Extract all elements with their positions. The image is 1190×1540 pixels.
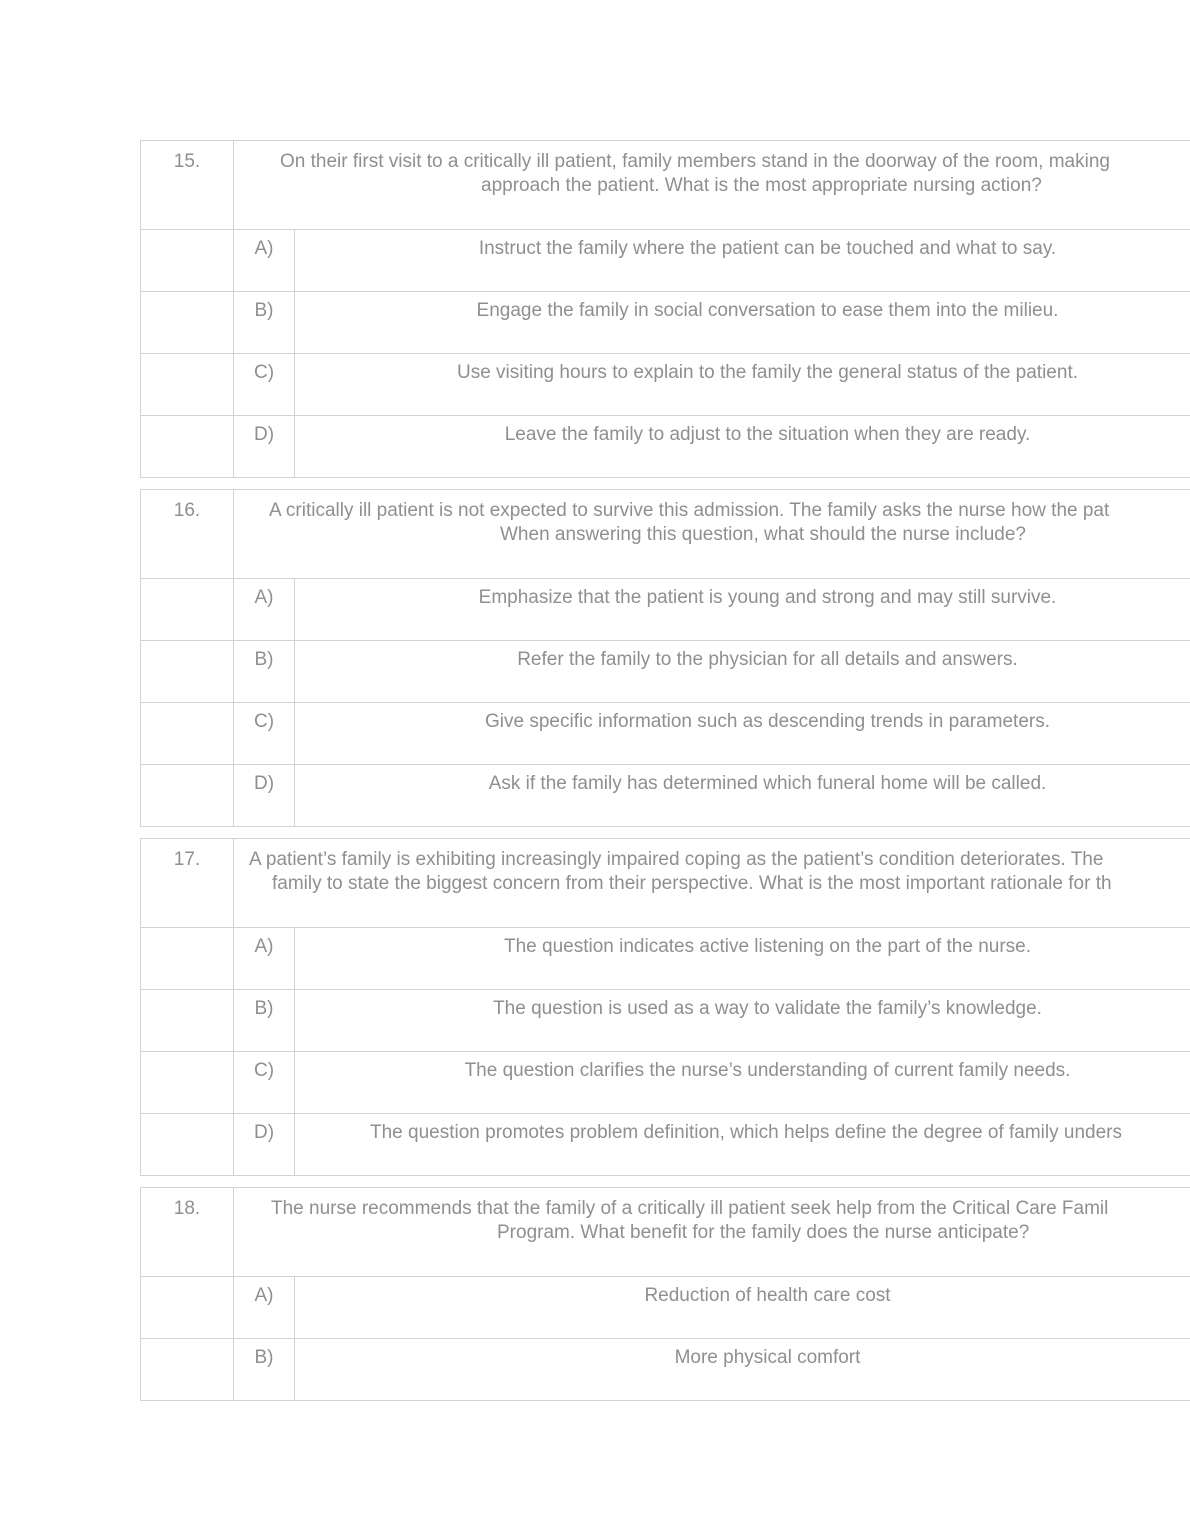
question-stem-line: A critically ill patient is not expected to survive this admission. The family asks the nurse how the pat	[269, 500, 1110, 521]
question-stem	[234, 1188, 1190, 1277]
option-letter: D)	[234, 765, 295, 827]
question-16	[140, 489, 1190, 827]
option-row[interactable]	[141, 928, 1190, 990]
option-row[interactable]	[141, 1114, 1190, 1176]
option-text: More physical comfort	[295, 1339, 1190, 1401]
option-letter: C)	[234, 1052, 295, 1114]
option-row[interactable]	[141, 354, 1190, 416]
option-text: Ask if the family has determined which funeral home will be called.	[295, 765, 1190, 827]
option-text: Refer the family to the physician for all details and answers.	[295, 641, 1190, 703]
question-stem-line: approach the patient. What is the most appropriate nursing action?	[481, 175, 1042, 196]
question-18	[140, 1187, 1190, 1401]
question-17	[140, 838, 1190, 1176]
option-letter: B)	[234, 641, 295, 703]
option-row[interactable]	[141, 1052, 1190, 1114]
option-letter: D)	[234, 1114, 295, 1176]
option-letter: A)	[234, 928, 295, 990]
question-stem	[234, 490, 1190, 579]
option-text: The question is used as a way to validate the family’s knowledge.	[295, 990, 1190, 1052]
question-number: 15.	[141, 141, 234, 230]
option-row[interactable]	[141, 416, 1190, 478]
question-stem-line: The nurse recommends that the family of a critically ill patient seek help from the Critical Care Famil	[271, 1198, 1109, 1219]
option-text: The question clarifies the nurse’s understanding of current family needs.	[295, 1052, 1190, 1114]
option-row[interactable]	[141, 1277, 1190, 1339]
question-stem-line: When answering this question, what should the nurse include?	[500, 524, 1026, 545]
option-row[interactable]	[141, 703, 1190, 765]
option-letter: D)	[234, 416, 295, 478]
option-letter: A)	[234, 579, 295, 641]
option-letter: B)	[234, 990, 295, 1052]
question-stem	[234, 141, 1190, 230]
option-row[interactable]	[141, 292, 1190, 354]
option-letter: B)	[234, 1339, 295, 1401]
option-letter: C)	[234, 354, 295, 416]
option-text: The question indicates active listening on the part of the nurse.	[295, 928, 1190, 990]
option-text: Use visiting hours to explain to the family the general status of the patient.	[295, 354, 1190, 416]
question-number: 16.	[141, 490, 234, 579]
question-stem-line: family to state the biggest concern from their perspective. What is the most important rationale for th	[272, 873, 1112, 894]
option-letter: B)	[234, 292, 295, 354]
option-text: Emphasize that the patient is young and strong and may still survive.	[295, 579, 1190, 641]
option-text: Engage the family in social conversation to ease them into the milieu.	[295, 292, 1190, 354]
option-row[interactable]	[141, 641, 1190, 703]
option-text: Reduction of health care cost	[295, 1277, 1190, 1339]
question-stem-line: On their first visit to a critically ill patient, family members stand in the doorway of the room, making	[280, 151, 1110, 172]
question-number: 18.	[141, 1188, 234, 1277]
option-row[interactable]	[141, 1339, 1190, 1401]
option-row[interactable]	[141, 765, 1190, 827]
option-letter: C)	[234, 703, 295, 765]
option-text: Give specific information such as descending trends in parameters.	[295, 703, 1190, 765]
option-text: Instruct the family where the patient can be touched and what to say.	[295, 230, 1190, 292]
question-stem	[234, 839, 1190, 928]
option-text: The question promotes problem definition, which helps define the degree of family unders	[295, 1114, 1190, 1176]
option-text: Leave the family to adjust to the situation when they are ready.	[295, 416, 1190, 478]
question-stem-line: Program. What benefit for the family does the nurse anticipate?	[497, 1222, 1030, 1243]
option-row[interactable]	[141, 579, 1190, 641]
option-letter: A)	[234, 1277, 295, 1339]
option-row[interactable]	[141, 230, 1190, 292]
option-row[interactable]	[141, 990, 1190, 1052]
question-15	[140, 140, 1190, 478]
question-stem-line: A patient’s family is exhibiting increasingly impaired coping as the patient’s condition deteriorates. The	[249, 849, 1104, 870]
question-number: 17.	[141, 839, 234, 928]
option-letter: A)	[234, 230, 295, 292]
